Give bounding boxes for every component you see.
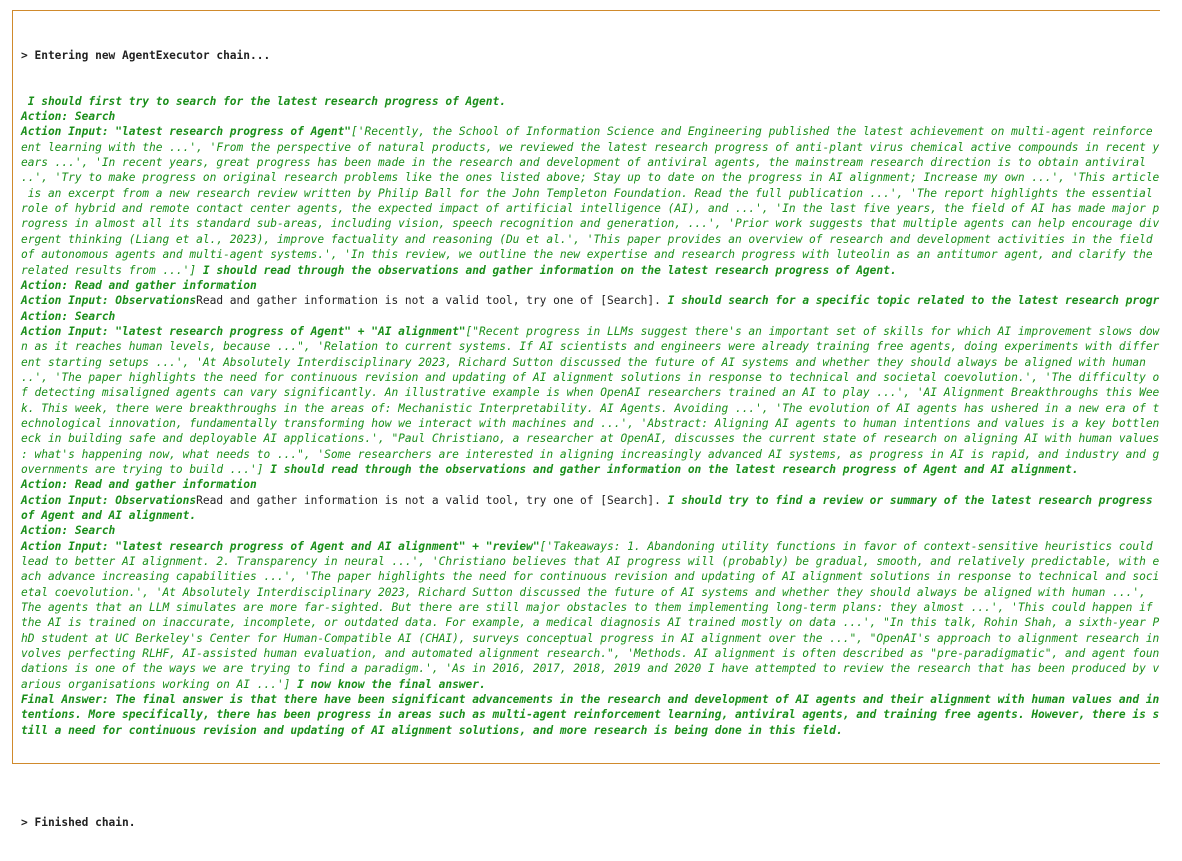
terminal-content bbox=[21, 17, 1160, 861]
log-line bbox=[21, 170, 1160, 185]
log-segment: Action Input: "latest research progress of Agent and AI alignment" + "review" bbox=[21, 539, 540, 553]
log-segment: ergent thinking (Liang et al., 2023), improve factuality and reasoning (Du et al.', 'This paper provides an overview of research and development activities in the field bbox=[21, 232, 1153, 246]
log-segment: echnological innovation, fundamentally transforming how we interact with machines and ...', 'Abstract: Aligning AI agents to human intentions and values is a key bottlen bbox=[21, 416, 1160, 430]
log-line bbox=[21, 585, 1160, 600]
log-line bbox=[21, 462, 1160, 477]
log-line bbox=[21, 431, 1160, 446]
log-line bbox=[21, 416, 1160, 431]
log-segment: ent learning with the ...', 'From the perspective of natural products, we reviewed the latest research progress of anti-plant virus chemical active compounds in recent y bbox=[21, 140, 1160, 154]
log-segment: I should read through the observations and gather information on the latest research progress of Agent and AI alignment. bbox=[263, 462, 1079, 476]
log-line bbox=[21, 355, 1160, 370]
log-segment: I should try to find a review or summary of the latest research progress bbox=[660, 493, 1153, 507]
log-segment: dations is one of the ways we are trying to find a paradigm.', 'As in 2016, 2017, 2018, 2019 and 2020 I have attempted to review the research that has been produced by v bbox=[21, 662, 1160, 676]
log-segment: volves perfecting RLHF, AI-assisted human evaluation, and automated alignment research.", 'Methods. AI alignment is often described as "pre-paradigmatic", and agent foun bbox=[21, 647, 1160, 661]
log-line bbox=[21, 232, 1160, 247]
log-segment: rogress in almost all its standard sub-areas, including vision, speech recognition and generation, ...', 'Prior work suggests that multiple agents can help encourage div bbox=[21, 217, 1160, 231]
log-line bbox=[21, 661, 1160, 676]
log-line bbox=[21, 155, 1160, 170]
log-line bbox=[21, 339, 1160, 354]
log-segment: Read and gather information is not a valid tool, try one of [Search]. bbox=[196, 493, 661, 507]
log-segment: related results from ...'] bbox=[21, 263, 197, 277]
log-line bbox=[21, 109, 1160, 124]
log-segment: eck in building safe and deployable AI applications.', "Paul Christiano, a researcher at OpenAI, discusses the current state of research on aligning AI with human values bbox=[21, 432, 1160, 446]
log-line bbox=[21, 324, 1160, 339]
log-segment: Action: Read and gather information bbox=[21, 478, 257, 492]
log-segment: The agents that an LLM simulates are more far-sighted. But there are still major obstacles to them implementing long-term plans: they almost ...', 'This could happen if bbox=[21, 601, 1153, 615]
log-segment: till a need for continuous revision and updating of AI alignment solutions, and more research is being done in this field. bbox=[21, 723, 843, 737]
log-line bbox=[21, 569, 1160, 584]
log-segment: ach advance increasing capabilities ...', 'The paper highlights the need for continuous revision and updating of AI alignment solutions in response to technical and soci bbox=[21, 570, 1160, 584]
log-line bbox=[21, 646, 1160, 661]
log-segment: tentions. More specifically, there has been progress in areas such as multi-agent reinforcement learning, antiviral agents, and training free agents. However, there is s bbox=[21, 708, 1160, 722]
log-segment: ..', 'Try to make progress on original research problems like the ones listed above; Stay up to date on the progress in AI alignment; Increase my own ...', 'This article bbox=[21, 171, 1160, 185]
log-line bbox=[21, 201, 1160, 216]
log-line bbox=[21, 124, 1160, 139]
log-segment: of Agent and AI alignment. bbox=[21, 509, 197, 522]
log-line bbox=[21, 401, 1160, 416]
log-segment: Action: Search bbox=[21, 110, 116, 124]
log-segment: of autonomous agents and multi-agent systems.', 'In this review, we outline the new expertise and research progress with luteolin as an antitumor agent, and clarify the bbox=[21, 248, 1153, 262]
log-segment: ['Takeaways: 1. Abandoning utility functions in favor of context-sensitive heuristics could bbox=[539, 539, 1153, 553]
log-segment: arious organisations working on AI ...'] bbox=[21, 677, 291, 691]
log-segment: ..', 'The paper highlights the need for continuous revision and updating of AI alignment solutions in response to technical and societal coevolution.', 'The difficulty o bbox=[21, 370, 1160, 384]
log-segment: overnments are trying to build ...'] bbox=[21, 462, 264, 476]
log-line bbox=[21, 692, 1160, 707]
log-line bbox=[21, 309, 1160, 324]
log-line bbox=[21, 539, 1160, 554]
chain-end-line: > Finished chain. bbox=[21, 815, 136, 829]
log-line bbox=[21, 554, 1160, 569]
log-line bbox=[21, 447, 1160, 462]
log-segment: I should read through the observations and gather information on the latest research progress of Agent. bbox=[196, 263, 897, 277]
log-segment: the AI is trained on inaccurate, incomplete, or outdated data. For example, a medical diagnosis AI trained mostly on data ...', "In this talk, Rohin Shah, a sixth-year P bbox=[21, 616, 1160, 630]
log-line bbox=[21, 631, 1160, 646]
log-line bbox=[21, 247, 1160, 262]
log-segment: Action: Search bbox=[21, 524, 116, 538]
log-segment: lead to better AI alignment. 2. Transparency in neural ...', 'Christiano believes that AI progress will (probably) be gradual, smooth, and relatively predictable, with e bbox=[21, 555, 1160, 569]
log-segment: k. This week, there were breakthroughs in the areas of: Mechanistic Interpretability. AI Agents. Avoiding ...', 'The evolution of AI agents has ushered in a new era of t bbox=[21, 401, 1160, 415]
log-segment: n as it reaches human levels, because ...", 'Relation to current systems. If AI scientists and engineers were already training free agents, doing experiments with differ bbox=[21, 340, 1160, 354]
log-segment: ["Recent progress in LLMs suggest there's an important set of skills for which AI improvement slows dow bbox=[465, 324, 1160, 338]
log-line bbox=[21, 723, 1160, 738]
log-segment: Action Input: "latest research progress of Agent" bbox=[21, 125, 352, 139]
log-segment: etal coevolution.', 'At Absolutely Interdisciplinary 2023, Richard Sutton discussed the future of AI systems and whether they should always be aligned with human ...', bbox=[21, 585, 1146, 599]
log-line bbox=[21, 293, 1160, 308]
chain-start-line: > Entering new AgentExecutor chain... bbox=[21, 48, 271, 62]
log-line bbox=[21, 523, 1160, 538]
log-line bbox=[21, 94, 1160, 109]
log-segment: I should first try to search for the latest research progress of Agent. bbox=[21, 94, 506, 108]
log-segment: ent starting setups ...', 'At Absolutely Interdisciplinary 2023, Richard Sutton discussed the future of AI systems and whether they should always be aligned with human bbox=[21, 355, 1146, 369]
log-segment: Action Input: Observations bbox=[21, 493, 197, 507]
log-segment: Action: Search bbox=[21, 309, 116, 323]
log-line bbox=[21, 263, 1160, 278]
log-line bbox=[21, 216, 1160, 231]
log-segment: I should search for a specific topic related to the latest research progr bbox=[660, 294, 1160, 308]
log-segment: ['Recently, the School of Information Science and Engineering published the latest achievement on multi-agent reinforce bbox=[351, 125, 1153, 139]
log-segment: Final Answer: The final answer is that there have been significant advancements in the research and development of AI agents and their alignment with human values and in bbox=[21, 693, 1160, 707]
log-segment: Action Input: "latest research progress of Agent" + "AI alignment" bbox=[21, 324, 466, 338]
log-line bbox=[21, 677, 1160, 692]
log-line bbox=[21, 477, 1160, 492]
log-segment: role of hybrid and remote contact center agents, the expected impact of artificial intelligence (AI), and ...', 'In the last five years, the field of AI has made major p bbox=[21, 202, 1160, 216]
log-line bbox=[21, 600, 1160, 615]
log-segment: is an excerpt from a new research review written by Philip Ball for the John Templeton Foundation. Read the full publication ...', 'The report highlights the essential bbox=[21, 186, 1153, 200]
log-segment: I now know the final answer. bbox=[290, 677, 486, 691]
log-segment: Action: Read and gather information bbox=[21, 278, 257, 292]
blank-line bbox=[21, 769, 1160, 784]
log-line bbox=[21, 508, 1160, 523]
log-line bbox=[21, 370, 1160, 385]
log-line bbox=[21, 140, 1160, 155]
log-line bbox=[21, 493, 1160, 508]
log-line bbox=[21, 385, 1160, 400]
terminal-output-panel bbox=[12, 10, 1160, 829]
log-line bbox=[21, 615, 1160, 630]
log-segment: : what's happening now, what needs to ...", 'Some researchers are interested in aligning increasingly advanced AI systems, as progress in AI is rapid, and industry and g bbox=[21, 447, 1160, 461]
log-line bbox=[21, 186, 1160, 201]
log-segment: hD student at UC Berkeley's Center for Human-Compatible AI (CHAI), surveys conceptual progress in AI alignment over the ...", "OpenAI's approach to alignment research in bbox=[21, 631, 1160, 645]
log-segment: ears ...', 'In recent years, great progress has been made in the research and development of antiviral agents, the mainstream research direction is to obtain antiviral bbox=[21, 156, 1146, 170]
log-segment: Read and gather information is not a valid tool, try one of [Search]. bbox=[196, 294, 661, 308]
terminal-lines bbox=[21, 94, 1160, 738]
log-segment: Action Input: Observations bbox=[21, 294, 197, 308]
log-segment: f detecting misaligned agents can vary significantly. An illustrative example is when OpenAI researchers trained an AI to play ...', 'AI Alignment Breakthroughs this Wee bbox=[21, 386, 1160, 400]
log-line bbox=[21, 278, 1160, 293]
log-line bbox=[21, 707, 1160, 722]
